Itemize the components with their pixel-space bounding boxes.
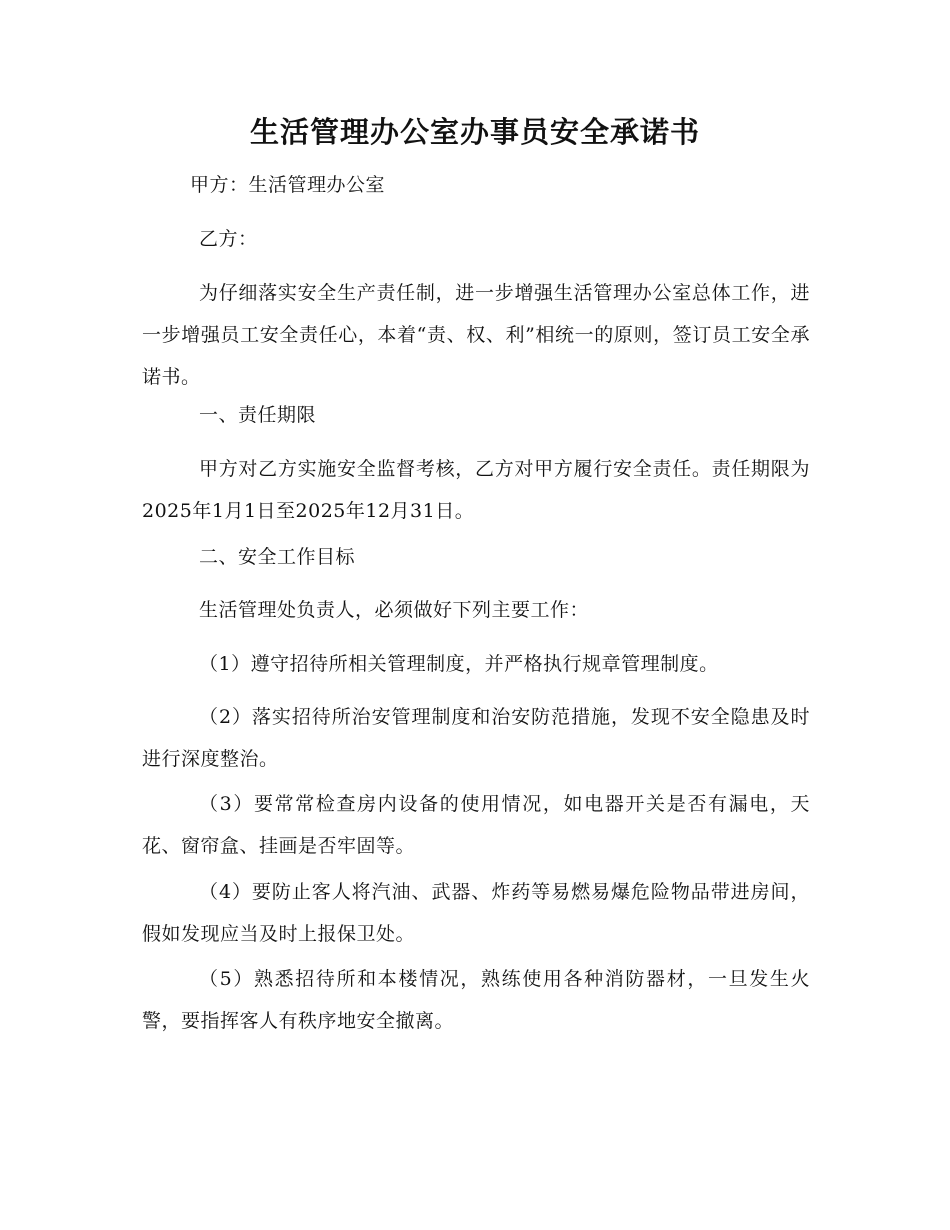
duty-item-4: （4）要防止客人将汽油、武器、炸药等易燃易爆危险物品带进房间，假如发现应当及时上报保卫处。 — [142, 881, 810, 945]
party-b-line: 乙方： — [199, 228, 258, 250]
intro-paragraph: 为仔细落实安全生产责任制，进一步增强生活管理办公室总体工作，进一步增强员工安全责任心，本着“责、权、利”相统一的原则，签订员工安全承诺书。 — [142, 282, 810, 388]
duty-item-5: （5）熟悉招待所和本楼情况，熟练使用各种消防器材，一旦发生火警，要指挥客人有秩序地安全撤离。 — [142, 968, 810, 1032]
term-paragraph: 甲方对乙方实施安全监督考核，乙方对甲方履行安全责任。责任期限为2025年1月1日至2025年12月31日。 — [142, 458, 810, 522]
section-heading-goals: 二、安全工作目标 — [199, 546, 356, 568]
duty-item-3: （3）要常常检查房内设备的使用情况，如电器开关是否有漏电，天花、窗帘盒、挂画是否牢固等。 — [142, 793, 810, 857]
party-a-line: 甲方：生活管理办公室 — [190, 174, 386, 196]
duty-item-2: （2）落实招待所治安管理制度和治安防范措施，发现不安全隐患及时进行深度整治。 — [142, 706, 810, 770]
duties-intro-paragraph: 生活管理处负责人，必须做好下列主要工作： — [199, 599, 590, 621]
document-title: 生活管理办公室办事员安全承诺书 — [249, 115, 700, 149]
duty-item-1: （1）遵守招待所相关管理制度，并严格执行规章管理制度。 — [199, 653, 719, 675]
section-heading-term: 一、责任期限 — [199, 404, 317, 426]
